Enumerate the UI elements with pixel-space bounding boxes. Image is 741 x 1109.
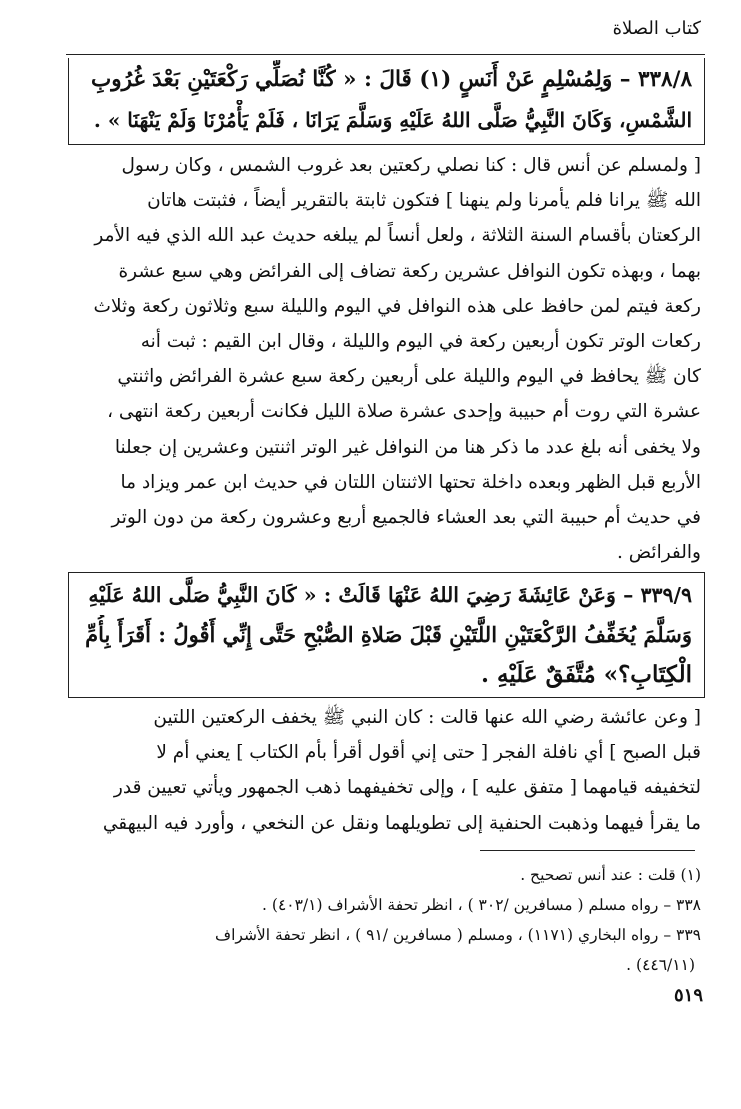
commentary-338-line: ركعة فيتم لمن حافظ على هذه النوافل في اليوم والليلة سبع وثلاثون ركعة وثلاث: [93, 295, 701, 317]
commentary-338-line: بهما ، وبهذه تكون النوافل عشرين ركعة تضاف إلى الفرائض وهي سبع عشرة: [118, 260, 701, 282]
hadith-339-line-3: الْكِتَابِ؟» مُتَّفَقٌ عَلَيْهِ .: [481, 661, 692, 688]
commentary-339-line: [ وعن عائشة رضي الله عنها قالت : كان النبي ﷺ يخفف الركعتين اللتين: [153, 707, 701, 728]
commentary-338-line: الركعتان بأقسام السنة الثلاثة ، ولعل أنساً لم يبلغه حديث عبد الله الذي فيه الأمر: [94, 225, 701, 247]
hadith-339-box: [68, 572, 705, 698]
commentary-339-line: ما يقرأ فيهما وذهبت الحنفية إلى تطويلهما ونقل عن النخعي ، وأورد فيه البيهقي: [102, 812, 701, 834]
hadith-339-line-2: وَسَلَّمَ يُخَفِّفُ الرَّكْعَتَيْنِ اللَّتَيْنِ قَبْلَ صَلاةِ الصُّبْحِ حَتَّى إِنِّي أَقُولُ : أَقَرَأَ بِأُمِّ: [85, 622, 692, 647]
commentary-338-line: ولا يخفى أنه بلغ عدد ما ذكر هنا من النوافل غير الوتر اثنتين وعشرين إن جعلنا: [114, 436, 701, 458]
commentary-338-line: [ ولمسلم عن أنس قال : كنا نصلي ركعتين بعد غروب الشمس ، وكان رسول: [121, 155, 701, 176]
commentary-338: [70, 148, 701, 570]
commentary-338-line: كان ﷺ يحافظ في اليوم والليلة على أربعين ركعة سبع عشرة الفرائض واثنتي: [117, 366, 701, 388]
header-rule: [66, 54, 705, 55]
commentary-339-line: قبل الصبح ] أي نافلة الفجر [ حتى إني أقول أقرأ بأم الكتاب ] يعني أم لا: [156, 742, 701, 764]
hadith-338-box: [68, 58, 705, 145]
footnote-339-source-cont: (٤٤٦/١١) .: [626, 956, 695, 974]
page-number: ٥١٩: [673, 985, 703, 1006]
running-head: كتاب الصلاة: [612, 18, 701, 39]
commentary-339-line: لتخفيفه قيامهما [ متفق عليه ] ، وإلى تخفيفهما ذهب الجمهور ويأتي تعيين قدر: [113, 777, 701, 799]
commentary-338-line: في حديث أم حبيبة التي بعد العشاء فالجميع أربع وعشرون ركعة من دون الوتر: [111, 506, 701, 528]
commentary-338-line: عشرة التي روت أم حبيبة وإحدى عشرة صلاة الليل فكانت أربعين ركعة انتهى ،: [107, 401, 701, 423]
commentary-338-line: والفرائض .: [617, 542, 701, 564]
commentary-339: [70, 700, 701, 841]
footnotes: [40, 860, 701, 980]
hadith-338-line-2: الشَّمْسِ، وَكَانَ النَّبِيُّ صَلَّى اللهُ عَلَيْهِ وَسَلَّمَ يَرَانَا ، فَلَمْ يَأْمُرْنَا وَلَمْ يَنْهَنَا » .: [93, 108, 692, 132]
commentary-338-line: ركعات الوتر تكون أربعين ركعة في اليوم والليلة ، وقال ابن القيم : ثبت أنه: [140, 330, 701, 352]
hadith-338-line-1: ٣٣٨/٨ – وَلِمُسْلِمٍ عَنْ أَنَسٍ (١) قَالَ : « كُنَّا نُصَلِّي رَكْعَتَيْنِ بَعْدَ غُرُوبِ: [90, 67, 692, 92]
footnote-rule: [480, 850, 695, 851]
commentary-338-line: الأربع قبل الظهر وبعده داخلة تحتها الاثنتان اللتان في حديث ابن عمر ويزاد ما: [120, 471, 701, 493]
footnote-338-source: ٣٣٨ – رواه مسلم ( مسافرين /٣٠٢ ) ، انظر تحفة الأشراف (٤٠٣/١) .: [262, 896, 701, 914]
footnote-1: (١) قلت : عند أنس تصحيح .: [520, 866, 701, 884]
commentary-338-line: الله ﷺ يرانا فلم يأمرنا ولم ينهنا ] فتكون ثابتة بالتقرير أيضاً ، فثبتت هاتان: [147, 190, 701, 212]
footnote-339-source: ٣٣٩ – رواه البخاري (١١٧١) ، ومسلم ( مسافرين /٩١ ) ، انظر تحفة الأشراف: [215, 926, 701, 944]
hadith-339-line-1: ٣٣٩/٩ – وَعَنْ عَائِشَةَ رَضِيَ اللهُ عَنْهَا قَالَتْ : « كَانَ النَّبِيُّ صَلَّى اللهُ عَلَيْهِ: [88, 583, 692, 607]
